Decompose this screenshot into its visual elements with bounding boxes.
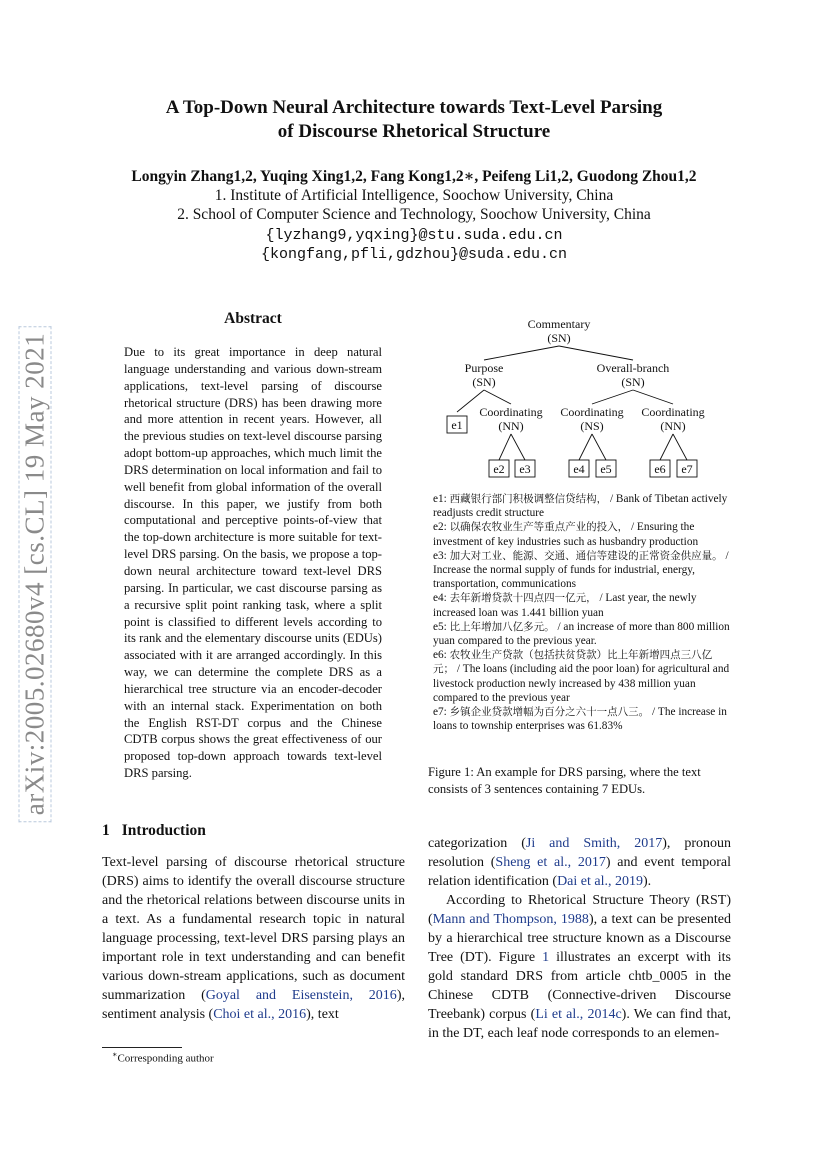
leaf-e1: e1 (451, 418, 463, 432)
email-2: {kongfang,pfli,gdzhou}@suda.edu.cn (260, 246, 568, 263)
leaf-e4: e4 (573, 462, 585, 476)
abstract-text: Due to its great importance in deep natural language understanding and various down-stream applications, text-level parsing of discourse rhetorical structure (DRS) has been drawing more and more attention in recent years. However, all the previous studies on text-level discourse parsing adopt bottom-up approaches, which much limit the DRS determination on local information and fail to well benefit from global information of the overall discourse. In this paper, we justify from both computational and perceptive points-of-view that the top-down architecture is more suitable for text-level DRS parsing. On the basis, we propose a top-down neural architecture toward text-level DRS parsing. In particular, we cast discourse parsing as a recursive split point ranking task, where a split point is classified to different levels according to its rank and the elementary discourse units (EDUs) associated with it are arranged accordingly. In this way, we can determine the complete DRS as a hierarchical tree structure via an encoder-decoder with an internal stack. Experimentation on both the English RST-DT corpus and the Chinese CDTB corpus shows the great effectiveness of our proposed top-down approach towards text-level DRS parsing. (124, 345, 382, 781)
leaf-e7: e7 (681, 462, 693, 476)
coordinating-1-nuclearity: (NN) (498, 419, 524, 433)
citation-link[interactable]: Mann and Thompson, 1988 (432, 912, 589, 928)
edu-item: e2: 以确保农牧业生产等重点产业的投入， / Ensuring the investment of key industries such as husbandry production (433, 521, 699, 548)
edu-item: e1: 西藏银行部门积极调整信贷结构， / Bank of Tibetan actively readjusts credit structure (433, 493, 728, 520)
footnote-rule (102, 1047, 182, 1048)
coordinating-1-label: Coordinating (479, 405, 543, 419)
purpose-label: Purpose (464, 361, 504, 375)
section-title: Introduction (121, 822, 206, 839)
coordinating-2-nuclearity: (NS) (580, 419, 604, 433)
citation-link[interactable]: Choi et al., 2016 (213, 1007, 307, 1023)
section-number: 1 (102, 822, 110, 839)
coordinating-2-label: Coordinating (560, 405, 624, 419)
arxiv-identifier: arXiv:2005.02680v4 [cs.CL] 19 May 2021 (19, 326, 52, 822)
citation-link[interactable]: Sheng et al., 2017 (495, 855, 606, 871)
leaf-e6: e6 (654, 462, 666, 476)
figure-caption: Figure 1: An example for DRS parsing, where the text consists of 3 sentences containing 7 EDUs. (428, 765, 701, 796)
paper-title (0, 96, 828, 144)
title-line-2: of Discourse Rhetorical Structure (277, 121, 551, 142)
overall-branch-nuclearity: (SN) (621, 375, 645, 389)
edu-item: e4: 去年新增贷款十四点四一亿元， / Last year, the newly increased loan was 1.441 billion yuan (433, 592, 697, 619)
coordinating-3-nuclearity: (NN) (660, 419, 686, 433)
intro-left-column (102, 853, 405, 1024)
edu-item: e7: 乡镇企业贷款增幅为百分之六十一点八三。 / The increase in loans to township enterprises was 61.83% (433, 706, 727, 733)
email-1: {lyzhang9,yqxing}@stu.suda.edu.cn (265, 227, 563, 244)
discourse-tree-figure (428, 310, 733, 490)
purpose-nuclearity: (SN) (472, 375, 496, 389)
leaf-e3: e3 (519, 462, 531, 476)
citation-link[interactable]: Ji and Smith, 2017 (525, 836, 663, 851)
title-line-1: A Top-Down Neural Architecture towards Text-Level Parsing (165, 97, 663, 118)
intro-paragraph-1: Text-level parsing of discourse rhetorical structure (DRS) aims to identify the overall discourse structure and the rhetorical relations between discourse units in a text. As a fundamental research topic in natural language processing, text-level DRS parsing plays an important role in text understanding and can benefit various down-stream applications, such as document summarization (Goyal and Eisenstein, 2016), sentiment analysis (Choi et al., 2016), text (102, 855, 405, 1023)
figure-reference-link[interactable]: 1 (542, 950, 550, 966)
citation-link[interactable]: Goyal and Eisenstein, 2016 (205, 988, 397, 1004)
affiliation-1: 1. Institute of Artificial Intelligence, Soochow University, China (214, 187, 614, 204)
intro-paragraph-1-cont: categorization (Ji and Smith, 2017), pronoun resolution (Sheng et al., 2017) and event temporal relation identification (Dai et al., 2019). (428, 836, 732, 890)
root-nuclearity: (SN) (547, 331, 571, 345)
intro-right-column (428, 834, 731, 1044)
root-label: Commentary (527, 317, 591, 331)
overall-branch-label: Overall-branch (596, 361, 670, 375)
arxiv-sidebar (12, 318, 58, 830)
coordinating-3-label: Coordinating (641, 405, 705, 419)
leaf-e2: e2 (493, 462, 505, 476)
intro-paragraph-2: According to Rhetorical Structure Theory (RST) (Mann and Thompson, 1988), a text can be presented by a hierarchical tree structure known as a Discourse Tree (DT). Figure 1 illustrates an excerpt with its gold standard DRS from article chtb_0005 in the Chinese CDTB (Connective-driven Discourse Treebank) corpus (Li et al., 2014c). We can find that, in the DT, each leaf node corresponds to an elemen- (428, 893, 732, 1042)
citation-link[interactable]: Li et al., 2014c (535, 1007, 622, 1023)
affiliation-2: 2. School of Computer Science and Technology, Soochow University, China (177, 206, 651, 223)
leaf-e5: e5 (600, 462, 612, 476)
edu-list (433, 492, 733, 733)
citation-link[interactable]: Dai et al., 2019 (557, 874, 643, 890)
footnote: ∗Corresponding author (112, 1050, 214, 1065)
abstract-heading: Abstract (224, 310, 282, 327)
edu-item: e5: 比上年增加八亿多元。 / an increase of more than 800 million yuan compared to the previous year. (433, 620, 730, 648)
author-list: Longyin Zhang1,2, Yuqing Xing1,2, Fang Kong1,2∗, Peifeng Li1,2, Guodong Zhou1,2 (131, 168, 697, 185)
edu-item: e3: 加大对工业、能源、交通、通信等建设的正常资金供应量。 / Increase the normal supply of funds for industrial, energy, transportation, communications (433, 549, 729, 591)
edu-item: e6: 农牧业生产贷款（包括扶贫贷款）比上年新增四点三八亿元； / The loans (including aid the poor loan) for agricultural and livestock production newly increased by 438 million yuan compared to the previous year (433, 649, 730, 704)
section-heading-introduction (102, 822, 206, 840)
